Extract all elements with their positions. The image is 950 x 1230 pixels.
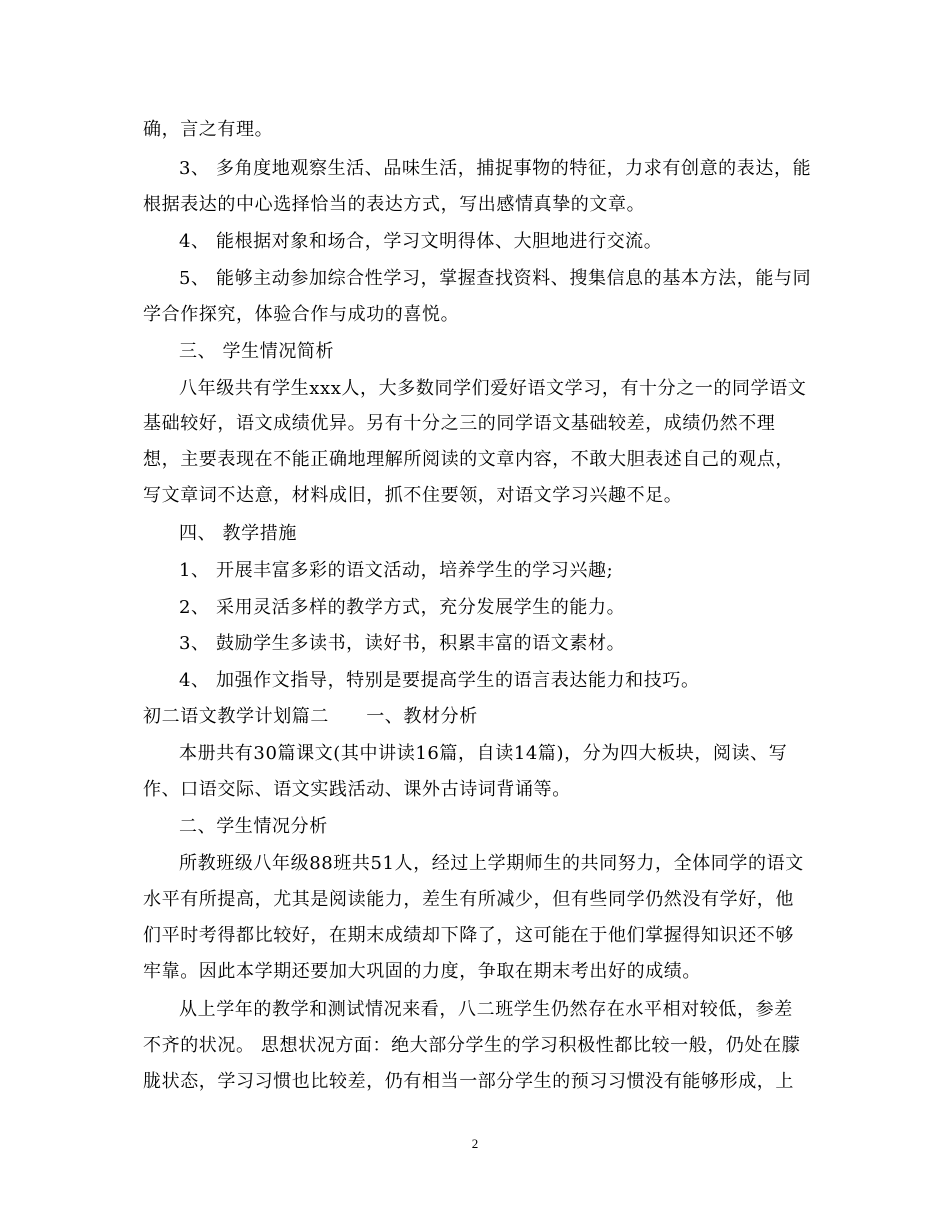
text-line: 作、口语交际、语文实践活动、课外古诗词背诵等。	[143, 779, 571, 800]
list-item: 2、 采用灵活多样的教学方式，充分发展学生的能力。	[179, 597, 626, 618]
section-heading: 四、 教学措施	[179, 523, 297, 544]
text-line: 想，主要表现在不能正确地理解所阅读的文章内容，不敢大胆表述自己的观点，	[143, 449, 794, 470]
text-line: 根据表达的中心选择恰当的表达方式，写出感情真挚的文章。	[143, 194, 646, 215]
text-line: 基础较好，语文成绩优异。另有十分之三的同学语文基础较差，成绩仍然不理	[143, 413, 776, 434]
text-line: 确，言之有理。	[143, 119, 274, 140]
list-item: 3、 鼓励学生多读书，读好书，积累丰富的语文素材。	[179, 633, 626, 654]
section-heading: 二、学生情况分析	[179, 816, 328, 837]
page-number: 2	[471, 1136, 479, 1151]
list-item: 4、 加强作文指导，特别是要提高学生的语言表达能力和技巧。	[179, 670, 700, 691]
text-line: 从上学年的教学和测试情况来看，八二班学生仍然存在水平相对较低，参差	[179, 999, 793, 1020]
text-line: 们平时考得都比较好，在期末成绩却下降了，这可能在于他们掌握得知识还不够	[143, 925, 794, 946]
text-line: 写文章词不达意，材料成旧，抓不住要领，对语文学习兴趣不足。	[143, 485, 683, 506]
section-heading: 三、 学生情况简析	[179, 341, 335, 362]
list-item: 5、 能够主动参加综合性学习，掌握查找资料、搜集信息的基本方法，能与同	[179, 268, 812, 289]
text-line: 不齐的状况。 思想状况方面：绝大部分学生的学习积极性都比较一般，仍处在朦	[143, 1035, 801, 1056]
text-line: 学合作探究，体验合作与成功的喜悦。	[143, 304, 460, 325]
text-line: 牢靠。因此本学期还要加大巩固的力度，争取在期末考出好的成绩。	[143, 961, 701, 982]
list-item: 1、 开展丰富多彩的语文活动，培养学生的学习兴趣;	[179, 560, 614, 581]
list-item: 3、 多角度地观察生活、品味生活，捕捉事物的特征，力求有创意的表达，能	[179, 158, 812, 179]
text-line: 胧状态，学习习惯也比较差，仍有相当一部分学生的预习习惯没有能够形成，上	[143, 1071, 794, 1092]
text-line: 水平有所提高，尤其是阅读能力，差生有所减少，但有些同学仍然没有学好，他	[143, 889, 794, 910]
section-heading: 初二语文教学计划篇二 一、教材分析	[143, 706, 478, 727]
text-line: 所教班级八年级88班共51人，经过上学期师生的共同努力，全体同学的语文	[179, 853, 804, 874]
list-item: 4、 能根据对象和场合，学习文明得体、大胆地进行交流。	[179, 231, 663, 252]
text-line: 八年级共有学生xxx人，大多数同学们爱好语文学习，有十分之一的同学语文	[179, 378, 807, 399]
text-line: 本册共有30篇课文(其中讲读16篇，自读14篇)，分为四大板块，阅读、写	[179, 743, 788, 764]
